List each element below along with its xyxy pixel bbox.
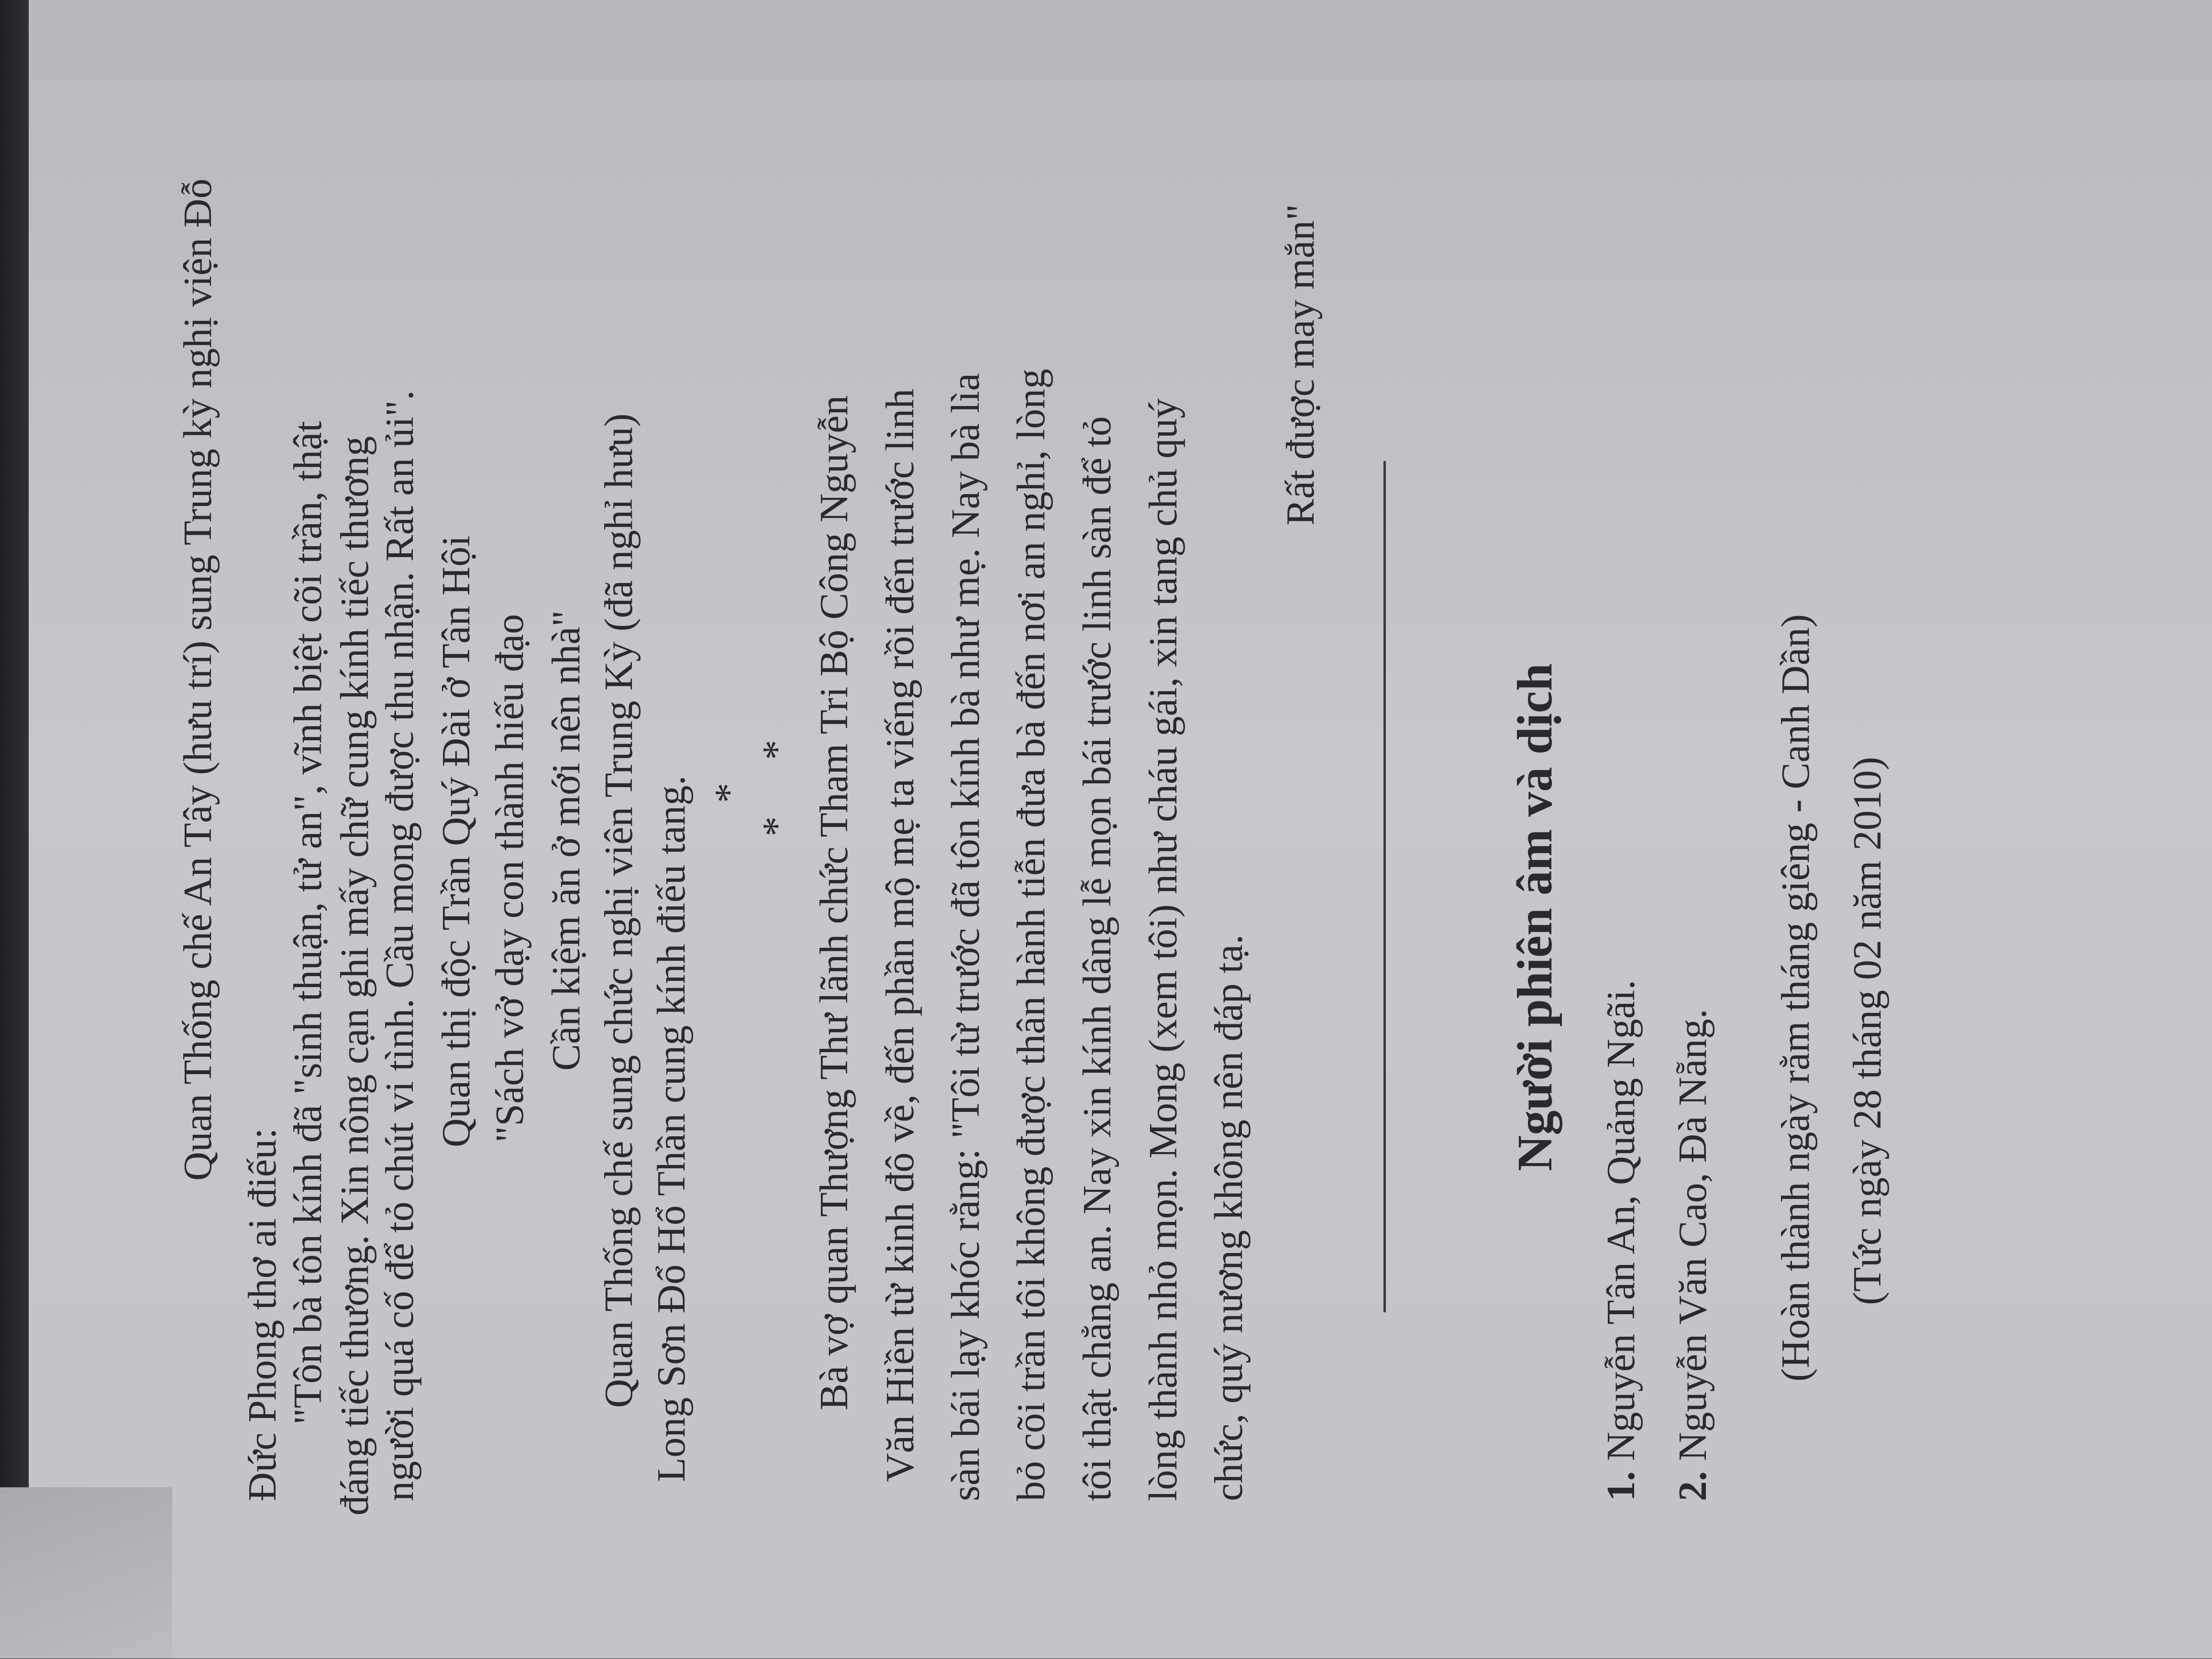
completion-date: (Hoàn thành ngày rằm tháng giêng - Canh Dần) — [1773, 614, 1818, 1382]
text-line-1: Quan Thống chế An Tây (hưu trí) sung Trung kỳ nghị viện Đỗ — [176, 178, 220, 1181]
translator-1-name: Nguyễn Tân An, Quảng Ngãi. — [1599, 979, 1643, 1461]
text-line-2: Đức Phong thơ ai điếu: — [240, 1128, 285, 1501]
translator-2-number: 2. — [1670, 1471, 1715, 1501]
dark-edge — [0, 0, 29, 1659]
completion-date-solar: (Tức ngày 28 tháng 02 năm 2010) — [1845, 757, 1890, 1305]
translators-heading: Người phiên âm và dịch — [1507, 663, 1562, 1171]
text-line-7: "Sách vở dạy con thành hiếu đạo — [487, 614, 532, 1143]
text-line-10: Long Sơn Đổ Hổ Thần cung kính điếu tang. — [649, 775, 694, 1482]
book-page — [58, 0, 2154, 1659]
translator-1 — [1601, 980, 1641, 1501]
asterisk-2: * — [754, 816, 799, 836]
text-line-17: chức, quý nương không nên đáp tạ. — [1206, 934, 1251, 1501]
translator-1-number: 1. — [1599, 1471, 1643, 1501]
text-line-5: người quá cố để tỏ chút vi tình. Cầu mong được thu nhận. Rất an ủi". — [377, 390, 422, 1501]
text-line-18: Rất được may mắn" — [1278, 204, 1323, 526]
text-line-8: Cần kiệm ăn ở mới nên nhà" — [544, 610, 588, 1071]
text-line-15: tôi thật chẳng an. Nay xin kính dâng lễ mọn bái trước linh sàn để tỏ — [1075, 416, 1119, 1501]
divider-rule — [1383, 461, 1386, 1312]
asterisk-1: * — [707, 783, 751, 803]
translator-2 — [1670, 1009, 1715, 1501]
text-line-12: Văn Hiền từ kinh đô về, đến phần mộ mẹ ta viếng rồi đến trước linh — [878, 388, 922, 1482]
text-line-14: bỏ cõi trần tôi không được thân hành tiễn đưa bà đến nơi an nghỉ, lòng — [1009, 368, 1053, 1501]
text-line-6: Quan thị độc Trần Quý Đài ở Tân Hội — [434, 535, 478, 1147]
text-line-9: Quan Thống chế sung chức nghị viên Trung Kỳ (đã nghỉ hưu) — [597, 413, 641, 1408]
text-line-3: "Tôn bà tôn kính đã "sinh thuận, tử an", vĩnh biệt cõi trần, thật — [286, 421, 330, 1425]
text-line-13: sàn bái lạy khóc rằng: "Tôi từ trước đã tôn kính bà như mẹ. Nay bà lìa — [943, 373, 988, 1501]
text-line-11: Bà vợ quan Thượng Thư lãnh chức Tham Tri Bộ Công Nguyễn — [812, 395, 856, 1410]
asterisk-3: * — [754, 740, 799, 760]
translator-2-name: Nguyễn Văn Cao, Đà Nẵng. — [1670, 1009, 1715, 1461]
text-line-4: đáng tiếc thương. Xin nông cạn ghi mấy chữ cung kính tiếc thương — [332, 436, 377, 1516]
text-line-16: lòng thành nhỏ mọn. Mong (xem tôi) như cháu gái, xin tang chủ quý — [1141, 398, 1185, 1501]
